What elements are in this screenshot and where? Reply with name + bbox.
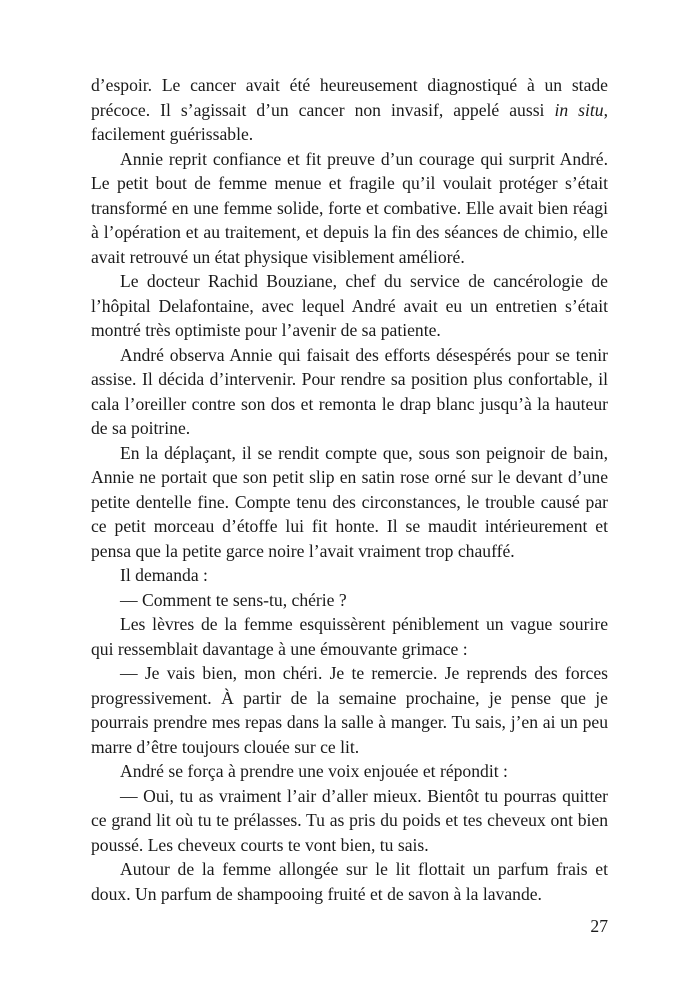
paragraph: André observa Annie qui faisait des efforts désespérés pour se tenir assise. Il décida d’intervenir. Pour rendre sa position plus confortable, il cala l’oreiller contre son dos et remonta le drap blanc jusqu’à la hauteur de sa poitrine. [91,344,608,438]
dialogue-line: — Oui, tu as vraiment l’air d’aller mieux. Bientôt tu pourras quitter ce grand lit où tu te prélasses. Tu as pris du poids et tes cheveux ont bien poussé. Les cheveux courts te vont bien, tu sais. [91,785,608,855]
italic-phrase: in situ [554,99,604,120]
page-number: 27 [590,916,608,936]
dialogue-line: — Je vais bien, mon chéri. Je te remercie. Je reprends des forces progressivement. À partir de la semaine prochaine, je pense que je pourrais prendre mes repas dans la salle à manger. Tu sais, j’en ai un peu marre d’être toujours clouée sur ce lit. [91,663,608,757]
paragraph: André se força à prendre une voix enjouée et répondit : [120,761,508,781]
paragraph: Les lèvres de la femme esquissèrent péniblement un vague sourire qui ressemblait davantage à une émouvante grimace : [91,614,608,659]
dialogue-line: — Comment te sens-tu, chérie ? [120,589,347,610]
paragraph: En la déplaçant, il se rendit compte que, sous son peignoir de bain, Annie ne portait que son petit slip en satin rose orné sur le devant d’une petite dentelle fine. Compte tenu des circonstances, le trouble causé par ce petit morceau d’étoffe lui fit honte. Il se maudit intérieurement et pensa que la petite garce noire l’avait vraiment trop chauffé. [91,442,608,561]
paragraph: Autour de la femme allongée sur le lit flottait un parfum frais et doux. Un parfum de shampooing fruité et de savon à la lavande. [91,859,608,904]
body-text [91,73,608,906]
paragraph [91,73,608,147]
paragraph-text: , facilement guérissable. [91,99,608,144]
paragraph-text: d’espoir. Le cancer avait été heureusement diagnostiqué à un stade précoce. Il s’agissait d’un cancer non invasif, appelé aussi [91,75,608,120]
paragraph: Il demanda : [120,565,208,585]
paragraph: Annie reprit confiance et fit preuve d’un courage qui surprit André. Le petit bout de femme menue et fragile qu’il voulait protéger s’était transformé en une femme solide, forte et combative. Elle avait bien réagi à l’opération et au traitement, et depuis la fin des séances de chimio, elle avait retrouvé un état physique visiblement amélioré. [91,148,608,267]
paragraph: Le docteur Rachid Bouziane, chef du service de cancérologie de l’hôpital Delafontaine, avec lequel André avait eu un entretien s’était montré très optimiste pour l’avenir de sa patiente. [91,271,608,340]
